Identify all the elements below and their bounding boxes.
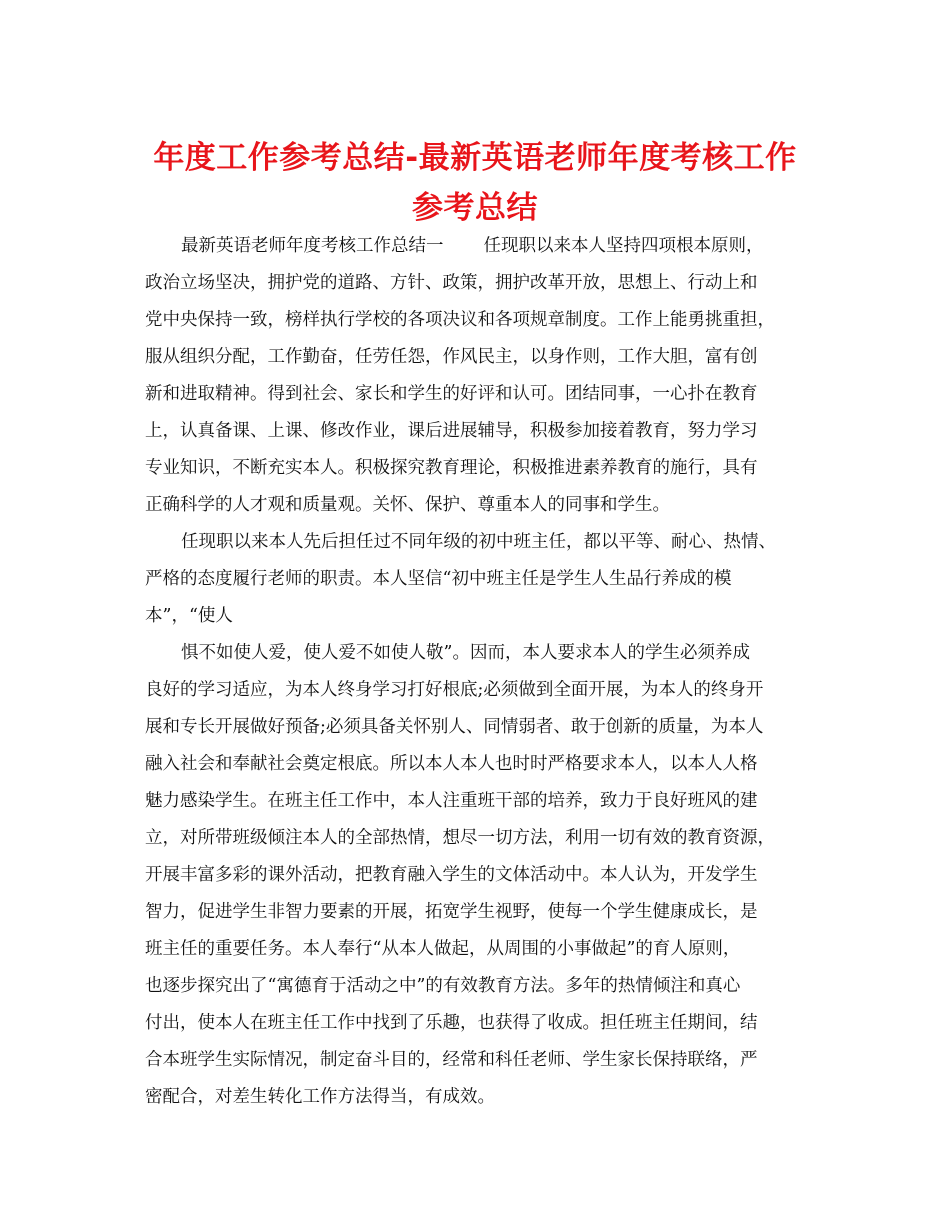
body-line-text: 任现职以来本人坚持四项根本原则， <box>483 236 764 256</box>
body-line-text: 合本班学生实际情况，制定奋斗目的，经常和科任老师、学生家长保持联络，严 <box>145 1050 758 1070</box>
body-line <box>145 746 825 783</box>
body-line-text: 智力，促进学生非智力要素的开展，拓宽学生视野，使每一个学生健康成长，是 <box>145 902 758 922</box>
body-line <box>145 524 825 561</box>
body-line <box>145 1042 825 1079</box>
body-line-text: 开展丰富多彩的课外活动，把教育融入学生的文体活动中。本人认为，开发学生 <box>145 865 758 885</box>
body-line-text: 党中央保持一致，榜样执行学校的各项决议和各项规章制度。工作上能勇挑重担， <box>145 310 775 330</box>
body-line-text: 专业知识，不断充实本人。积极探究教育理论，积极推进素养教育的施行，具有 <box>145 458 758 478</box>
body-line-text: 班主任的重要任务。本人奉行“从本人做起，从周围的小事做起”的育人原则， <box>145 939 741 959</box>
body-line <box>145 857 825 894</box>
body-line <box>145 598 825 635</box>
document-title-line-2: 参考总结 <box>412 190 538 226</box>
body-line-text: 正确科学的人才观和质量观。关怀、保护、尊重本人的同事和学生。 <box>145 495 670 515</box>
body-line <box>145 1005 825 1042</box>
body-line <box>145 1079 825 1116</box>
body-line <box>145 413 825 450</box>
body-line <box>145 709 825 746</box>
body-line-text: 密配合，对差生转化工作方法得当，有成效。 <box>145 1087 495 1107</box>
body-line <box>145 376 825 413</box>
body-line-text: 展和专长开展做好预备;必须具备关怀别人、同情弱者、敢于创新的质量，为本人 <box>145 717 764 737</box>
body-line-text: 服从组织分配，工作勤奋，任劳任怨，作风民主，以身作则，工作大胆，富有创 <box>145 347 758 367</box>
body-line <box>145 820 825 857</box>
body-line <box>145 265 825 302</box>
document-body <box>145 228 825 1116</box>
body-line-text: 本”，“使人 <box>145 606 233 626</box>
body-line-text: 良好的学习适应，为本人终身学习打好根底;必须做到全面开展，为本人的终身开 <box>145 680 764 700</box>
body-line <box>145 635 825 672</box>
body-line-text: 新和进取精神。得到社会、家长和学生的好评和认可。团结同事，一心扑在教育 <box>145 384 758 404</box>
body-line-text: 惧不如使人爱，使人爱不如使人敬”。因而，本人要求本人的学生必须养成 <box>181 643 750 663</box>
body-line <box>145 339 825 376</box>
body-line <box>145 968 825 1005</box>
body-line <box>145 783 825 820</box>
body-line-text: 最新英语老师年度考核工作总结一 <box>181 236 444 256</box>
body-line-text: 政治立场坚决，拥护党的道路、方针、政策，拥护改革开放，思想上、行动上和 <box>145 273 758 293</box>
body-line <box>145 228 825 265</box>
body-line <box>145 894 825 931</box>
body-line-text: 任现职以来本人先后担任过不同年级的初中班主任，都以平等、耐心、热情、 <box>181 532 776 552</box>
body-line <box>145 487 825 524</box>
body-line <box>145 931 825 968</box>
body-line-text: 上，认真备课、上课、修改作业，课后进展辅导，积极参加接着教育，努力学习 <box>145 421 758 441</box>
body-line-text: 严格的态度履行老师的职责。本人坚信“初中班主任是学生人生品行养成的模 <box>145 569 732 589</box>
body-line-text: 立，对所带班级倾注本人的全部热情，想尽一切方法，利用一切有效的教育资源， <box>145 828 775 848</box>
document-title-line-1: 年度工作参考总结-最新英语老师年度考核工作 <box>153 140 797 176</box>
body-line <box>145 450 825 487</box>
body-line-text: 付出，使本人在班主任工作中找到了乐趣，也获得了收成。担任班主任期间，结 <box>145 1013 758 1033</box>
body-line <box>145 672 825 709</box>
body-line-text: 融入社会和奉献社会奠定根底。所以本人本人也时时严格要求本人，以本人人格 <box>145 754 758 774</box>
body-line-text: 魅力感染学生。在班主任工作中，本人注重班干部的培养，致力于良好班风的建 <box>145 791 758 811</box>
body-line-text: 也逐步探究出了“寓德育于活动之中”的有效教育方法。多年的热情倾注和真心 <box>145 976 741 996</box>
body-line <box>145 561 825 598</box>
body-line <box>145 302 825 339</box>
